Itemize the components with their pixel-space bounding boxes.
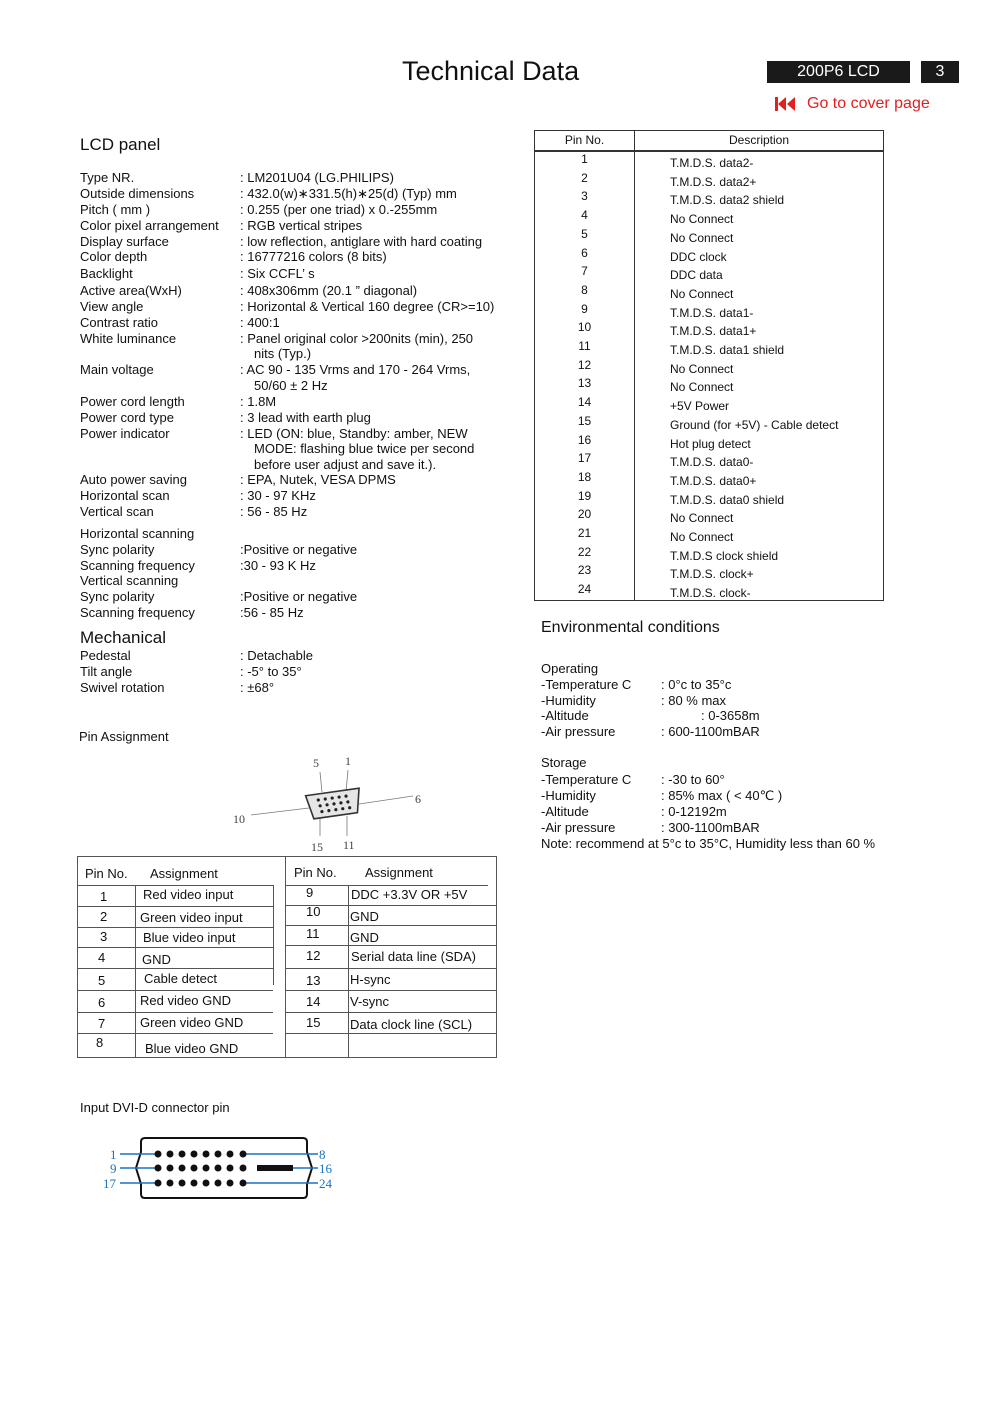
dvi-pin-number: 20 [577,507,592,522]
dvi-pin-description: No Connect [670,380,734,395]
vga-pin-assignment: Red video input [143,887,234,902]
dvi-pin-number: 14 [577,395,592,410]
spec-label: Color pixel arrangement [80,218,219,233]
vga-pin-label-10: 10 [233,812,245,826]
page-title: Technical Data [402,56,580,86]
dvi-pin-number: 16 [577,432,592,447]
dvi-pin-number: 13 [577,376,592,391]
spec-label: Sync polarity [80,589,155,604]
env-value: : 0°c to 35°c [661,677,732,692]
spec-label: Outside dimensions [80,186,195,201]
dvi-pin-number: 7 [581,264,588,279]
dvi-pin-number: 5 [581,226,588,241]
dvi-pin-description: T.M.D.S. data2- [670,156,754,170]
spec-value: : low reflection, antiglare with hard coating [240,234,483,249]
vga-pin-label-5: 5 [313,756,319,770]
dvi-pin-description: T.M.D.S clock shield [670,548,779,563]
spec-label: Vertical scanning [80,573,179,588]
spec-value: :Positive or negative [240,542,358,557]
env-value: : 85% max ( < 40℃ ) [661,788,783,803]
spec-label: Vertical scan [80,504,154,519]
spec-value: : 16777216 colors (8 bits) [240,249,387,264]
spec-value-cont: 50/60 ± 2 Hz [254,378,328,393]
mechanical-heading: Mechanical [80,628,166,647]
dvi-table-header [535,131,883,152]
dvi-pin-label-24: 24 [319,1176,332,1191]
dvi-pin-number: 18 [577,469,592,484]
dvi-pin-label-9: 9 [110,1161,117,1176]
env-value: : 0-12192m [661,804,727,819]
spec-value: :56 - 85 Hz [240,605,304,620]
vga-pin-label-11: 11 [343,838,355,852]
dvi-table-row [535,545,883,564]
operating-title: Operating [541,661,599,676]
env-label: -Air pressure [541,724,616,739]
dvi-table-row [535,395,883,414]
vga-pin-assignment: GND [142,952,171,967]
lcd-panel-heading: LCD panel [80,135,161,154]
vga-pin-number: 3 [100,929,108,944]
env-value: : -30 to 60° [661,772,725,787]
dvi-pin-description: DDC data [670,268,723,283]
dvi-pin-number: 24 [577,582,592,597]
dvi-pin-description: Hot plug detect [670,436,751,451]
spec-value: : Six CCFL’ s [240,266,315,281]
dvi-table-row [535,283,883,302]
go-to-cover-label: Go to cover page [807,95,930,112]
spec-label: Swivel rotation [80,680,165,695]
vga-pin-number: 5 [98,973,106,988]
dvi-table-row [535,264,883,283]
spec-label: Power indicator [80,426,170,441]
spec-value-cont: MODE: flashing blue twice per second [254,441,475,456]
spec-label: Active area(WxH) [80,283,182,298]
env-value: : 300-1100mBAR [661,820,760,835]
vga-header-assignment: Assignment [150,866,218,881]
dvi-table-row [535,227,883,246]
env-label: -Humidity [541,693,596,708]
environmental-heading: Environmental conditions [541,619,720,636]
dvi-pin-number: 23 [577,563,592,578]
vga-pin-number: 10 [306,904,321,919]
vga-pin-number: 11 [306,926,320,941]
spec-value: : LED (ON: blue, Standby: amber, NEW [240,426,468,441]
lcd-spec-list [80,170,520,530]
spec-value: : 3 lead with earth plug [240,410,371,425]
spec-label: Contrast ratio [80,315,159,330]
vga-pin-assignment: GND [350,909,379,924]
dvi-pin-table [534,130,884,601]
dvi-pin-description: No Connect [670,361,734,376]
vga-pin-table [77,856,497,1058]
spec-label: White luminance [80,331,177,346]
dvi-connector-diagram [100,1130,340,1208]
dvi-table-row [535,489,883,508]
spec-value: : RGB vertical stripes [240,218,363,233]
vga-pin-assignment: V-sync [350,994,390,1009]
mechanical-spec-list [80,648,520,698]
dvi-table-row [535,433,883,452]
vga-pin-number: 13 [306,973,321,988]
spec-label: Type NR. [80,170,135,185]
vga-pin-assignment: GND [350,930,379,945]
dvi-pin-description: No Connect [670,212,734,227]
dvi-pin-description: No Connect [670,530,734,544]
spec-value-cont: before user adjust and save it.). [254,457,437,472]
spec-label: Tilt angle [80,664,133,679]
dvi-table-row [535,526,883,545]
vga-connector-diagram [225,750,435,858]
spec-value: : ±68° [240,680,275,695]
dvi-pin-number: 9 [581,301,588,316]
dvi-pin-description: T.M.D.S. data0+ [670,473,757,488]
dvi-table-row [535,563,883,582]
page-number-badge: 3 [921,61,959,83]
spec-label: Horizontal scanning [80,526,195,541]
dvi-pin-description: No Connect [670,286,734,301]
vga-header-assignment: Assignment [365,865,433,880]
env-label: -Altitude [541,804,589,819]
spec-value: : Panel original color >200nits (min), 250 [240,331,474,346]
env-label: -Altitude [541,708,589,723]
spec-value: : 1.8M [240,394,277,409]
scanning-spec-list [80,526,520,626]
vga-pin-assignment: Data clock line (SCL) [350,1017,473,1032]
vga-pin-assignment: Serial data line (SDA) [351,949,476,964]
dvi-pin-number: 1 [581,152,588,166]
dvi-table-row [535,470,883,489]
spec-value: :Positive or negative [240,589,358,604]
vga-pin-number: 1 [100,889,108,904]
spec-value: : 400:1 [240,315,280,330]
spec-label: Power cord type [80,410,174,425]
dvi-pin-description: No Connect [670,511,734,526]
spec-value: : AC 90 - 135 Vrms and 170 - 264 Vrms, [240,362,471,377]
dvi-table-row [535,376,883,395]
spec-value: : 432.0(w)∗331.5(h)∗25(d) (Typ) mm [240,186,457,201]
vga-pin-assignment: DDC +3.3V OR +5V [351,887,468,902]
dvi-pin-number: 11 [578,339,591,353]
env-label: -Air pressure [541,820,616,835]
dvi-table-row [535,208,883,227]
spec-value: :30 - 93 K Hz [240,558,316,573]
dvi-table-row [535,507,883,526]
env-label: -Humidity [541,788,596,803]
dvi-pin-number: 12 [577,357,592,372]
dvi-pin-description: No Connect [670,230,734,245]
go-to-cover-link[interactable] [775,95,930,113]
env-value: : 0-3658m [701,708,760,723]
dvi-pin-description: T.M.D.S. data0 shield [670,492,785,507]
env-note: Note: recommend at 5°c to 35°C, Humidity less than 60 % [541,836,876,851]
spec-value: : EPA, Nutek, VESA DPMS [240,472,396,487]
dvi-pin-description: +5V Power [670,399,730,414]
env-label: -Temperature C [541,772,632,787]
dvi-table-row [535,171,883,190]
storage-title: Storage [541,755,587,770]
spec-value: : Horizontal & Vertical 160 degree (CR>=10) [240,299,495,314]
rewind-icon [775,96,797,112]
dvi-table-row [535,339,883,358]
dvi-pin-description: T.M.D.S. data2+ [670,174,757,189]
spec-label: Scanning frequency [80,605,195,620]
spec-value: : LM201U04 (LG.PHILIPS) [240,170,394,185]
spec-label: Scanning frequency [80,558,195,573]
vga-pin-label-15: 15 [311,840,323,854]
dvi-table-row [535,582,883,601]
spec-label: Horizontal scan [80,488,170,503]
env-value: : 600-1100mBAR [661,724,760,739]
dvi-header-pin: Pin No. [564,133,605,147]
dvi-table-row [535,320,883,339]
vga-connector-body [306,788,363,819]
spec-label: Color depth [80,249,148,264]
dvi-table-row [535,302,883,321]
dvi-table-row [535,358,883,377]
vga-header-pin: Pin No. [85,866,128,881]
env-value: : 80 % max [661,693,727,708]
vga-pin-label-1: 1 [345,754,351,768]
dvi-pin-description: T.M.D.S. clock- [670,586,751,601]
spec-label: Main voltage [80,362,154,377]
vga-pin-number: 14 [306,994,321,1009]
spec-value: : Detachable [240,648,313,663]
spec-label: Pitch ( mm ) [80,202,151,217]
dvi-pin-number: 10 [577,320,592,335]
dvi-pin-description: DDC clock [670,249,727,264]
vga-pin-number: 6 [98,995,106,1010]
vga-header-pin: Pin No. [294,865,337,880]
dvi-pin-label-8: 8 [319,1147,326,1162]
spec-value: : 0.255 (per one triad) x 0.-255mm [240,202,438,217]
vga-pin-assignment: Blue video input [143,930,236,945]
dvi-pin-description: T.M.D.S. data1+ [670,324,757,339]
dvi-table-row [535,451,883,470]
vga-pin-number: 7 [98,1016,106,1031]
model-badge: 200P6 LCD [767,61,910,83]
dvi-pin-number: 6 [581,245,588,260]
vga-pin-assignment: Green video GND [140,1015,244,1030]
spec-value: : 30 - 97 KHz [240,488,316,503]
vga-pin-number: 15 [306,1015,321,1030]
vga-pin-number: 9 [306,885,314,900]
spec-value-cont: nits (Typ.) [254,346,312,361]
dvi-pin-number: 17 [577,451,592,466]
dvi-pin-number: 4 [581,208,588,223]
vga-pin-assignment: Cable detect [144,971,217,986]
spec-label: Pedestal [80,648,131,663]
dvi-pin-label-16: 16 [319,1161,332,1176]
dvi-header-description: Description [728,133,790,147]
spec-value: : 408x306mm (20.1 ” diagonal) [240,283,418,298]
dvi-pin-label-17: 17 [103,1176,116,1191]
pin-assignment-heading: Pin Assignment [79,729,169,744]
spec-label: Power cord length [80,394,185,409]
spec-value: : 56 - 85 Hz [240,504,308,519]
dvi-pin-number: 8 [581,282,588,297]
dvi-pin-number: 22 [577,544,592,559]
dvi-pin-description: T.M.D.S. clock+ [670,567,754,582]
dvi-table-row [535,189,883,208]
spec-label: Display surface [80,234,169,249]
vga-pin-number: 12 [306,948,321,963]
spec-label: Backlight [80,266,133,281]
dvi-table-row [535,414,883,433]
dvi-pin-number: 2 [581,170,588,185]
dvi-pin-label-1: 1 [110,1147,117,1162]
spec-label: Auto power saving [80,472,187,487]
dvi-connector-heading: Input DVI-D connector pin [80,1100,230,1115]
env-label: -Temperature C [541,677,632,692]
dvi-table-row [535,246,883,265]
vga-pin-assignment: Blue video GND [145,1041,239,1056]
dvi-pin-description: T.M.D.S. data1 shield [670,343,785,357]
vga-pin-assignment: H-sync [350,972,391,987]
dvi-pin-description: T.M.D.S. data2 shield [670,193,785,208]
spec-label: Sync polarity [80,542,155,557]
dvi-pin-number: 19 [577,488,592,503]
dvi-pin-number: 21 [577,526,592,540]
dvi-pin-description: Ground (for +5V) - Cable detect [670,417,839,432]
vga-pin-assignment: Red video GND [140,993,232,1008]
vga-pin-number: 2 [100,909,108,924]
dvi-pin-description: T.M.D.S. data0- [670,455,754,470]
dvi-pin-number: 3 [581,189,588,204]
vga-pin-number: 8 [96,1035,104,1050]
vga-pin-label-6: 6 [415,792,421,806]
dvi-pin-description: T.M.D.S. data1- [670,305,754,320]
vga-pin-assignment: Green video input [140,910,243,925]
dvi-pin-number: 15 [577,413,592,428]
vga-pin-number: 4 [98,950,106,965]
spec-value: : -5° to 35° [240,664,302,679]
spec-label: View angle [80,299,144,314]
dvi-table-row [535,152,883,171]
